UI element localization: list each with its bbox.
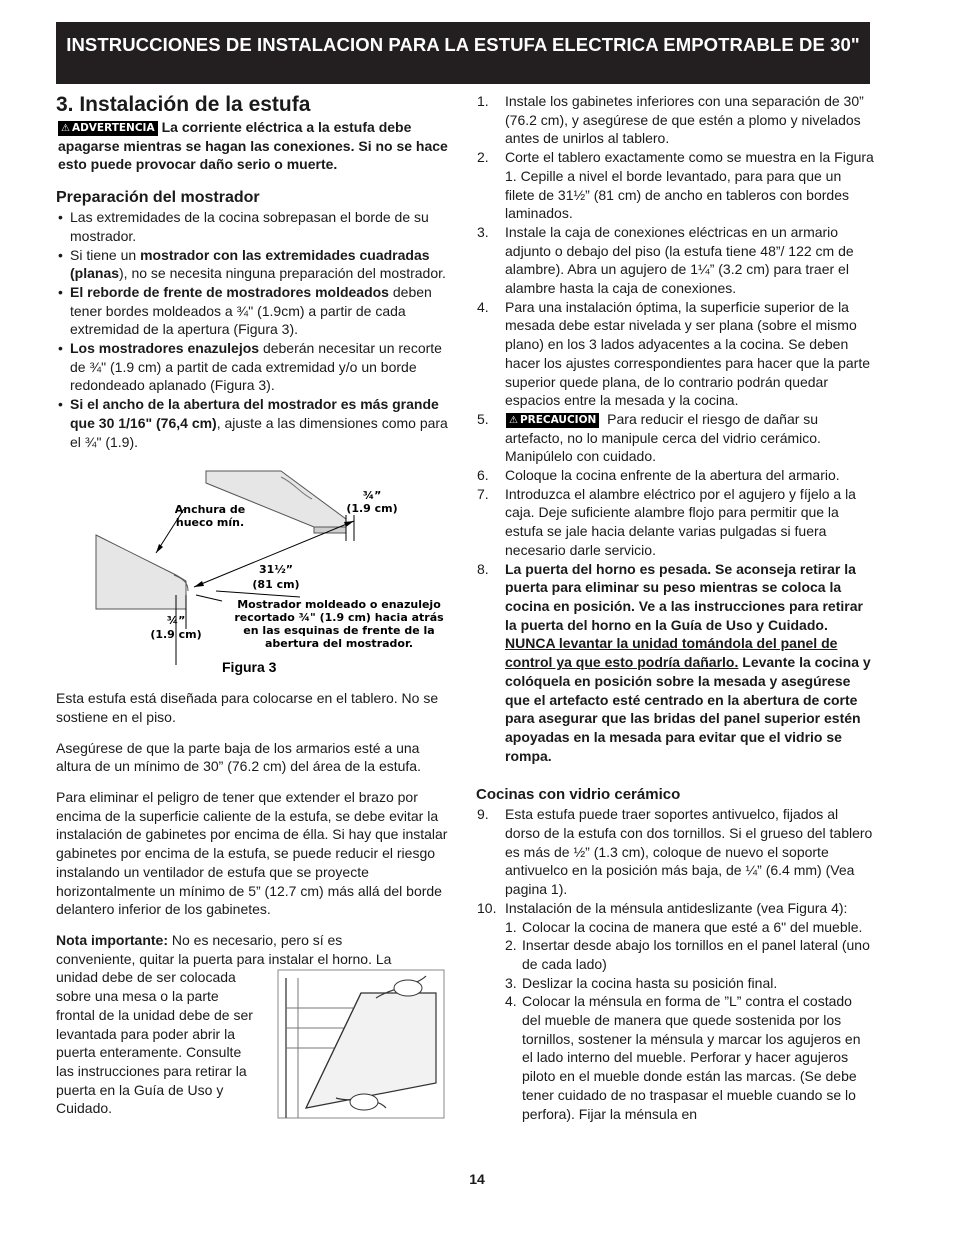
install-steps [476,92,874,765]
section-title: 3. Instalación de la estufa [56,93,311,116]
page-number: 14 [469,1171,485,1187]
list-item: • El reborde de frente de mostradores moldeados deben tener bordes moldeados a ¾" (1.9cm) a partir de cada extremidad de la apertura (Figura 3). [56,283,451,339]
warning-text: La corriente eléctrica a la estufa debe apagarse mientras se hagan las conexiones. Si no se hace esto puede provocar daño serio o muerte. [58,119,448,173]
oven-door-illustration [276,968,446,1120]
left-column [56,92,451,1118]
list-item: 9. Esta estufa puede traer soportes antivuelco, fijados al dorso de la estufa con dos tornillos. Si el grueso del tablero es más de ½” (1.3 cm), coloque de nuevo el soporte antivuelco en la posición más baja, de ¼” (6.4 mm) (Vea pagina 1). [477,806,873,898]
glass-heading: Cocinas con vidrio cerámico [476,786,681,804]
warning-paragraph [58,118,451,174]
list-item: • Las extremidades de la cocina sobrepasan el borde de su mostrador. [56,208,451,245]
fig-label-31: 31½” (81 cm) [252,563,300,592]
list-item: • Si el ancho de la abertura del mostrador es más grande que 30 1/16" (76,4 cm), ajuste a las dimensiones como para el ¾" (1.9). [56,395,451,451]
list-item: 10. Instalación de la ménsula antideslizante (vea Figura 4): 1. Colocar la cocina de manera que esté a 6" del mueble. 2. Insertar desde abajo los tornillos en el panel lateral (uno de cada lado) 3. Deslizar la cocina hasta su posición final. 4. Colocar la ménsula en forma de ”L” contra el costado del mueble de manera que quede sostenida por los tornillos, sostener la ménsula y marcar los agujeros en el lado interno del mueble. Perforar y hacer agujeros piloto en el mueble donde están las marcas. (Se debe tener cuidado de no traspasar el mueble cuando se lo perfora). Fijar la ménsula en [476,899,874,1123]
paragraph-countertop: Esta estufa está diseñada para colocarse en el tablero. No se sostiene en el piso. [56,690,439,725]
warning-triangle-icon: ⚠ [61,123,70,134]
sub-steps [505,918,874,1124]
caution-badge: ⚠ PRECAUCION [506,413,599,428]
list-item: 6. Coloque la cocina enfrente de la abertura del armario. [477,467,840,484]
warning-triangle-icon: ⚠ [509,414,518,426]
fig-label-34-bottom: ¾” (1.9 cm) [150,614,202,642]
fig-label-34-top: ¾” (1.9 cm) [346,489,398,516]
list-item: 1. Colocar la cocina de manera que esté a 6" del mueble. [505,918,863,935]
prep-list [56,208,451,451]
list-item: 4. Para una instalación óptima, la superficie superior de la mesada debe estar nivelada y ser plana (sobre el mismo plano) en los 3 lados adyacentes a la cocina. Se deben hacer los ajustes correspondientes para hacer que la parte superior quede plana, de lo contrario podrán quedar espacios entre la mesada y la cocina. [477,298,870,409]
list-item: 2. Insertar desde abajo los tornillos en el panel lateral (uno de cada lado) [505,937,870,972]
title-banner [56,22,870,84]
fig-label-width: Anchura de hueco mín. [174,503,246,530]
important-note: Nota importante: No es necesario, pero sí es conveniente, quitar la puerta para instalar el horno. La [56,931,392,967]
list-item: 7. Introduzca el alambre eléctrico por el agujero y fíjelo a la caja. Deje suficiente alambre flojo para permitir que la estufa se jale hacia delante varias pulgadas si fuera necesario darle servicio. [477,485,856,558]
note-with-illustration [56,968,451,1118]
figure-3-diagram [56,469,451,679]
list-item: • Si tiene un mostrador con las extremidades cuadradas (planas), no se necesita ninguna preparación del mostrador. [56,246,451,283]
figure-caption: Figura 3 [222,659,277,676]
list-item: • Los mostradores enazulejos deberán necesitar un recorte de ¾" (1.9 cm) a partit de cada extremidad y/o un borde redondeado aplanado (Figura 3). [56,339,451,395]
list-item: 3. Deslizar la cocina hasta su posición final. [505,974,778,991]
paragraph-cabinets-above: Para eliminar el peligro de tener que extender el brazo por encima de la superficie caliente de la estufa, se debe evitar la instalación de gabinetes por encima de élla. Si hay que instalar gabinetes por encima de la estufa, se puede reducir el riesgo instalando un ventilador de estufa que se proyecte horizontalmente un mínimo de 5” (12.7 cm) más allá del borde delantero inferior de los gabinetes. [56,789,448,918]
warning-badge: ⚠ ADVERTENCIA [58,121,158,136]
list-item: 4. Colocar la ménsula en forma de ”L” contra el costado del mueble de manera que quede sostenida por los tornillos, sostener la ménsula y marcar los agujeros en el lado interno del mueble. Perforar y hacer agujeros piloto en el mueble donde están las marcas. (Se debe tener cuidado de no traspasar el mueble cuando se lo perfora). Fijar la ménsula en [505,993,861,1122]
list-item: 3. Instale la caja de conexiones eléctricas en un armario adjunto o debajo del piso (la estufa tiene 48”/ 122 cm de alambre). Abra un agujero de 1¼” (3.2 cm) para traer el alambre hasta la caja de conexiones. [477,223,854,297]
list-item: 2. Corte el tablero exactamente como se muestra en la Figura 1. Cepille a nivel el borde levantado, para para que un filete de 31½” (81 cm) de ancho en tableros con bordes laminados. [477,149,874,222]
right-column [476,92,874,1123]
glass-steps [476,805,874,1123]
prep-heading: Preparación del mostrador [56,189,260,207]
list-item: 1. Instale los gabinetes inferiores con una separación de 30” (76.2 cm), y asegúrese de que estén a plomo y nivelados antes de unirlos al tablero. [477,93,864,147]
list-item: 5. ⚠ PRECAUCION Para reducir el riesgo de dañar su artefacto, no lo manipule cerca del vidrio cerámico. Manipúlelo con cuidado. [477,410,821,465]
fig-label-molded: Mostrador moldeado o enazulejo recortado ¾" (1.9 cm) hacia atrás en las esquinas de frente de la abertura del mostrador. [234,598,444,651]
document-title: INSTRUCCIONES DE INSTALACION PARA LA ESTUFA ELECTRICA EMPOTRABLE DE 30" [66,34,860,55]
paragraph-cabinet-height: Asegúrese de que la parte baja de los armarios esté a una altura de un mínimo de 30” (76.2 cm) del área de la estufa. [56,739,421,775]
list-item: 8. La puerta del horno es pesada. Se aconseja retirar la puerta para eliminar su peso mientras se coloca la cocina en posición. Ve a las instrucciones para retirar la puerta del horno en la Guía de Uso y Cuidado. NUNCA levantar la unidad tomándola del panel de control ya que esto podría dañarlo. Levante la cocina y colóquela en posición sobre la mesada y asegúrese que el artefacto esté centrado en la abertura de corte para asegurar que las bridas del panel superior estén apoyadas en la mesada para evitar que el vidrio se rompa. [477,560,871,764]
note-continuation: unidad debe de ser colocada sobre una mesa o la parte frontal de la unidad debe de ser levantada para poder abrir la puerta enteramente. Consulte las instrucciones para retirar la puerta en la Guía de Uso y Cuidado. [56,969,253,1117]
